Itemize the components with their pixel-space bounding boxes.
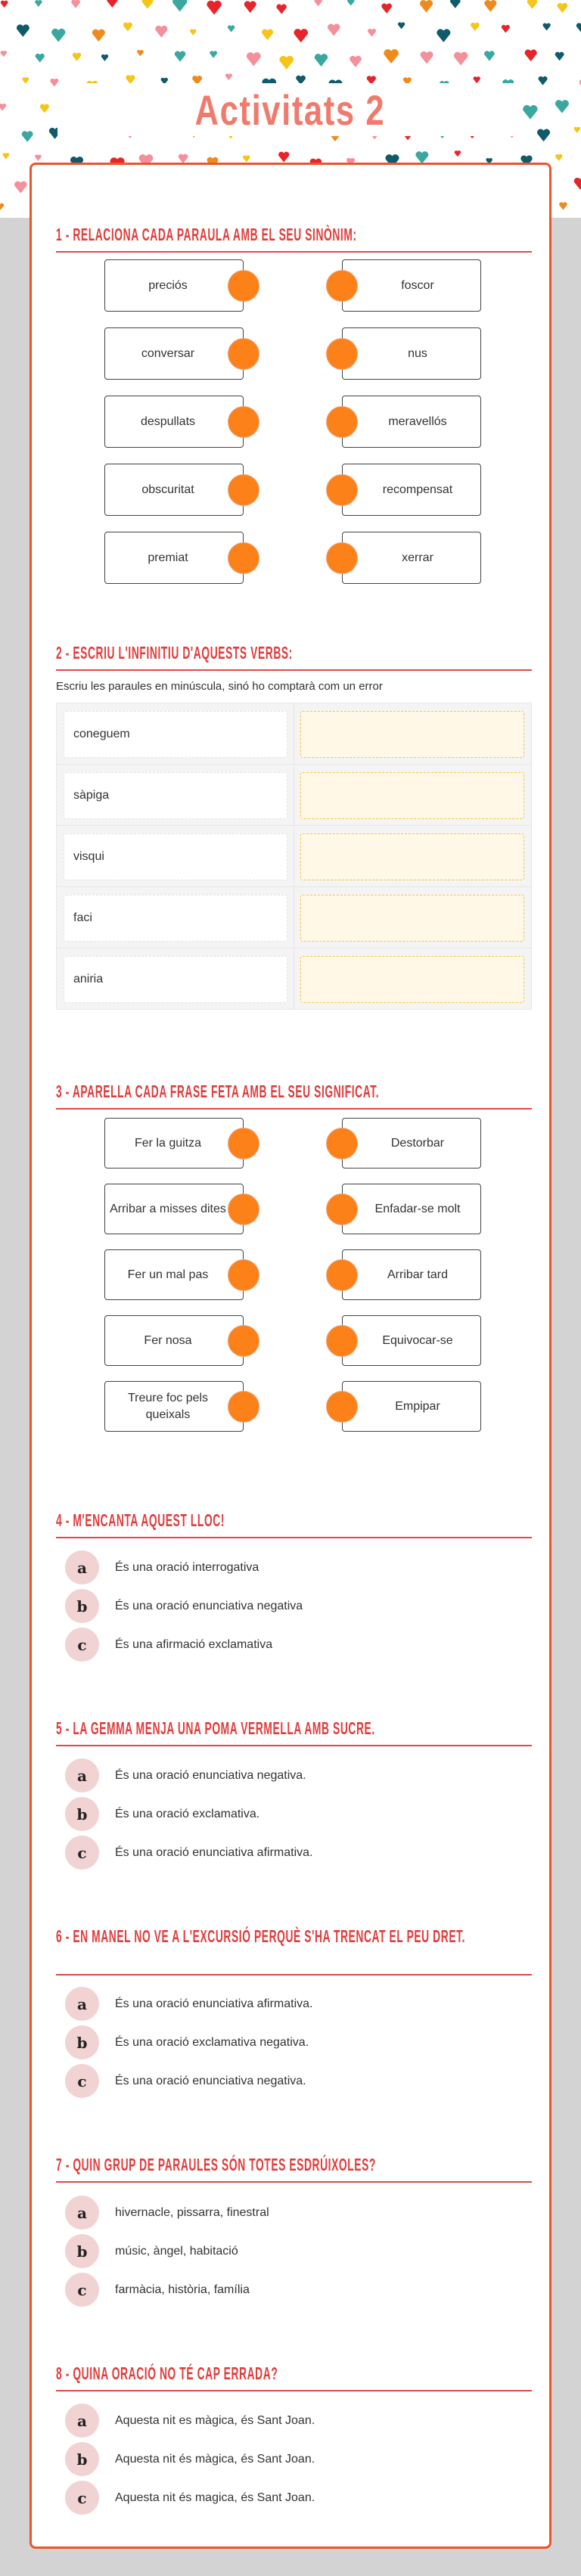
fill-in-table: [56, 703, 532, 1010]
heart-icon: [35, 154, 41, 160]
match-connector-right[interactable]: [326, 1391, 358, 1423]
heading-divider: [56, 2390, 532, 2391]
match-item-left[interactable]: [104, 464, 244, 516]
heart-icon: [328, 23, 340, 36]
match-connector-right[interactable]: [326, 1325, 358, 1357]
option-letter-badge: b: [65, 2234, 99, 2268]
answer-option-a[interactable]: [65, 2404, 315, 2438]
match-item-right[interactable]: [342, 464, 481, 516]
heart-icon: [398, 22, 405, 29]
heart-icon: [350, 56, 362, 67]
match-item-right[interactable]: [342, 259, 481, 312]
answer-option-b[interactable]: [65, 2442, 315, 2476]
heading-divider: [56, 251, 532, 253]
match-connector-right[interactable]: [326, 542, 358, 574]
heart-icon: [450, 0, 460, 8]
heart-icon: [40, 104, 49, 113]
match-item-label: premiat: [148, 551, 188, 564]
instruction-text: Escriu les paraules en minúscula, sinó ho comptarà com un error: [56, 680, 383, 693]
match-item-label: Fer nosa: [144, 1333, 192, 1347]
option-text: És una oració enunciativa negativa.: [115, 2074, 306, 2087]
title-banner: [57, 83, 523, 136]
option-letter-badge: a: [65, 1550, 99, 1584]
heart-icon: [539, 76, 548, 85]
match-item-left[interactable]: [104, 396, 244, 448]
match-connector-right[interactable]: [326, 338, 358, 370]
heart-icon: [225, 73, 232, 80]
heart-icon: [22, 77, 29, 83]
match-connector-left[interactable]: [228, 406, 259, 438]
match-connector-left[interactable]: [228, 1391, 259, 1423]
answer-option-b[interactable]: [65, 1589, 303, 1623]
match-connector-left[interactable]: [228, 1325, 259, 1357]
match-connector-right[interactable]: [326, 1128, 358, 1159]
option-letter-badge: b: [65, 2442, 99, 2476]
match-item-right[interactable]: [342, 1118, 481, 1169]
heart-icon: [558, 3, 567, 13]
option-text: És una afirmació exclamativa: [115, 1637, 273, 1651]
match-connector-left[interactable]: [228, 1259, 259, 1291]
option-letter-badge: c: [65, 2481, 99, 2515]
option-text: músic, àngel, habitació: [115, 2244, 238, 2258]
heart-icon: [525, 49, 537, 61]
heart-icon: [559, 202, 567, 209]
match-item-label: nus: [408, 346, 427, 360]
heart-icon: [294, 29, 308, 42]
match-item-label: Arribar a misses dites: [110, 1202, 226, 1215]
match-connector-right[interactable]: [326, 1193, 358, 1225]
heart-icon: [172, 0, 187, 11]
match-item-right[interactable]: [342, 396, 481, 448]
question-heading: 2 - ESCRIU L'INFINITIU D'AQUESTS VERBS:: [56, 643, 293, 663]
heart-icon: [247, 52, 261, 66]
heart-icon: [155, 26, 167, 38]
table-row: [57, 887, 531, 948]
question-heading: 6 - EN MANEL NO VE A L'EXCURSIÓ PERQUÈ S'HA TRENCAT EL PEU DRET.: [56, 1926, 466, 1946]
match-item-right[interactable]: [342, 1381, 481, 1432]
heart-icon: [421, 51, 433, 64]
question-heading: 5 - LA GEMMA MENJA UNA POMA VERMELLA AMB SUCRE.: [56, 1718, 375, 1738]
heart-icon: [137, 50, 144, 56]
option-text: És una oració enunciativa negativa: [115, 1599, 303, 1612]
heading-divider: [56, 1745, 532, 1746]
option-letter-badge: b: [65, 1589, 99, 1623]
option-text: hivernacle, pissarra, finestral: [115, 2205, 269, 2219]
activity-card: [30, 163, 551, 2549]
verb-word: sàpiga: [64, 772, 287, 819]
heart-icon: [22, 131, 33, 141]
match-item-right[interactable]: [342, 327, 481, 380]
match-item-label: xerrar: [402, 551, 433, 564]
heart-icon: [35, 0, 42, 7]
match-item-label: Empipar: [395, 1399, 440, 1413]
match-connector-left[interactable]: [228, 1128, 259, 1159]
answer-option-a[interactable]: [65, 1758, 306, 1792]
match-item-left[interactable]: [104, 1118, 244, 1169]
heart-icon: [276, 4, 286, 14]
heart-icon: [347, 0, 354, 6]
heart-icon: [244, 1, 256, 13]
heart-icon: [502, 25, 510, 33]
match-item-right[interactable]: [342, 532, 481, 584]
heart-icon: [71, 0, 80, 8]
heart-icon: [574, 127, 580, 133]
option-text: Aquesta nit és màgica, és Sant Joan.: [115, 2452, 315, 2466]
answer-input[interactable]: [300, 772, 524, 819]
option-letter-badge: b: [65, 1797, 99, 1831]
match-connector-left[interactable]: [228, 338, 259, 370]
option-text: És una oració exclamativa.: [115, 1807, 260, 1820]
match-item-label: preciós: [148, 278, 188, 292]
heart-icon: [574, 178, 581, 190]
heart-icon: [527, 0, 537, 9]
question-heading: 3 - APARELLA CADA FRASE FETA AMB EL SEU SIGNIFICAT.: [56, 1082, 380, 1101]
option-text: farmàcia, història, família: [115, 2283, 250, 2296]
heart-icon: [543, 23, 551, 31]
heart-icon: [454, 52, 468, 66]
match-item-label: conversar: [141, 346, 195, 360]
heart-icon: [384, 49, 399, 64]
heart-icon: [1, 51, 7, 57]
answer-option-c[interactable]: [65, 1836, 312, 1870]
answer-option-c[interactable]: [65, 2481, 315, 2515]
question-heading: 1 - RELACIONA CADA PARAULA AMB EL SEU SINÒNIM:: [56, 225, 357, 244]
match-item-label: meravellós: [388, 414, 447, 428]
heart-icon: [437, 29, 450, 42]
heading-divider: [56, 1537, 532, 1538]
option-text: És una oració enunciativa negativa.: [115, 1768, 306, 1782]
match-item-right[interactable]: [342, 1184, 481, 1234]
heart-icon: [1, 1, 8, 8]
heart-icon: [455, 151, 461, 157]
option-letter-badge: c: [65, 1628, 99, 1662]
match-item-label: Treure foc pels queixals: [127, 1391, 209, 1421]
answer-option-c[interactable]: [65, 2273, 250, 2307]
match-connector-left[interactable]: [228, 270, 259, 302]
heart-icon: [14, 182, 26, 194]
heart-icon: [484, 51, 495, 61]
heart-icon: [190, 29, 196, 36]
heart-icon: [142, 0, 154, 9]
heart-icon: [315, 0, 322, 6]
heart-icon: [484, 0, 496, 12]
verb-word: coneguem: [64, 711, 287, 758]
match-item-label: recompensat: [382, 483, 453, 496]
heading-divider: [56, 1108, 532, 1110]
match-connector-right[interactable]: [326, 406, 358, 438]
answer-option-b[interactable]: [65, 2234, 238, 2268]
verb-word: visqui: [64, 833, 287, 880]
match-item-left[interactable]: [104, 1249, 244, 1300]
match-item-left[interactable]: [104, 1184, 244, 1234]
match-item-label: despullats: [140, 414, 196, 428]
option-letter-badge: a: [65, 1758, 99, 1792]
match-item-left[interactable]: [104, 1381, 244, 1432]
answer-option-a[interactable]: [65, 2196, 269, 2230]
heart-icon: [36, 54, 45, 63]
heart-icon: [101, 54, 108, 61]
match-item-left[interactable]: [104, 1315, 244, 1366]
match-item-left[interactable]: [104, 327, 244, 380]
match-item-right[interactable]: [342, 1315, 481, 1366]
heart-icon: [279, 56, 294, 70]
heart-icon: [175, 51, 186, 61]
answer-option-b[interactable]: [65, 2025, 309, 2059]
match-item-label: Enfadar-se molt: [374, 1202, 461, 1215]
page-title: Activitats 2: [194, 85, 386, 134]
match-item-left[interactable]: [104, 259, 244, 312]
heart-icon: [51, 29, 65, 42]
heart-icon: [368, 29, 376, 37]
verb-word: faci: [64, 895, 287, 942]
heart-icon: [555, 52, 564, 61]
heart-icon: [523, 105, 537, 119]
option-text: És una oració enunciativa afirmativa.: [115, 1845, 313, 1859]
heart-icon: [576, 23, 581, 33]
heart-icon: [555, 154, 562, 161]
answer-option-a[interactable]: [65, 1987, 312, 2021]
answer-input[interactable]: [300, 833, 524, 880]
heart-icon: [471, 23, 480, 31]
question-heading: 8 - QUINA ORACIÓ NO TÉ CAP ERRADA?: [56, 2363, 278, 2383]
heart-icon: [0, 203, 4, 210]
heart-icon: [210, 51, 217, 57]
heart-icon: [228, 26, 235, 33]
answer-input[interactable]: [300, 895, 524, 942]
heart-icon: [243, 155, 250, 162]
heart-icon: [381, 3, 392, 13]
table-row: [57, 703, 531, 765]
option-text: Aquesta nit es màgica, és Sant Joan.: [115, 2413, 315, 2427]
answer-input[interactable]: [300, 711, 524, 758]
option-letter-badge: a: [65, 2196, 99, 2230]
match-connector-left[interactable]: [228, 542, 259, 574]
match-item-label: obscuritat: [141, 483, 194, 496]
match-connector-right[interactable]: [326, 1259, 358, 1291]
match-item-label: Fer un mal pas: [127, 1268, 209, 1281]
heart-icon: [207, 1, 221, 15]
match-item-label: Fer la guitza: [134, 1136, 202, 1150]
option-text: És una oració enunciativa afirmativa.: [115, 1997, 313, 2010]
match-item-label: Arribar tard: [387, 1268, 449, 1281]
match-connector-right[interactable]: [326, 474, 358, 506]
option-letter-badge: a: [65, 1987, 99, 2021]
match-connector-left[interactable]: [228, 474, 259, 506]
option-letter-badge: c: [65, 1836, 99, 1870]
option-text: És una oració exclamativa negativa.: [115, 2035, 309, 2049]
match-item-label: Equivocar-se: [382, 1333, 453, 1347]
heart-icon: [92, 29, 105, 42]
match-connector-right[interactable]: [326, 270, 358, 302]
verb-word: aniria: [64, 956, 287, 1003]
answer-option-c[interactable]: [65, 1628, 272, 1662]
answer-option-c[interactable]: [65, 2064, 306, 2098]
option-letter-badge: a: [65, 2404, 99, 2438]
heart-icon: [123, 23, 132, 32]
answer-input[interactable]: [300, 956, 524, 1003]
table-row: [57, 948, 531, 1010]
heading-divider: [56, 2181, 532, 2183]
table-row: [57, 826, 531, 887]
option-letter-badge: c: [65, 2273, 99, 2307]
heart-icon: [73, 53, 81, 61]
answer-option-a[interactable]: [65, 1550, 259, 1584]
heart-icon: [420, 0, 433, 13]
heart-icon: [537, 129, 550, 142]
match-connector-left[interactable]: [228, 1193, 259, 1225]
heading-divider: [56, 669, 532, 671]
answer-option-b[interactable]: [65, 1797, 259, 1831]
heart-icon: [107, 0, 117, 8]
heart-icon: [262, 29, 273, 40]
option-letter-badge: b: [65, 2025, 99, 2059]
match-item-left[interactable]: [104, 532, 244, 584]
question-heading: 4 - M'ENCANTA AQUEST LLOC!: [56, 1510, 225, 1530]
heading-divider: [56, 1974, 532, 1975]
match-item-label: Destorbar: [390, 1136, 445, 1150]
heart-icon: [474, 76, 480, 83]
option-text: És una oració interrogativa: [115, 1560, 259, 1574]
heart-icon: [17, 24, 30, 36]
heart-icon: [555, 100, 569, 113]
heart-icon: [278, 152, 289, 163]
heart-icon: [0, 104, 6, 111]
heart-icon: [315, 54, 328, 67]
question-heading: 7 - QUIN GRUP DE PARAULES SÓN TOTES ESDRÚIXOLES?: [56, 2155, 376, 2174]
option-letter-badge: c: [65, 2064, 99, 2098]
heart-icon: [3, 153, 10, 159]
option-text: Aquesta nit és magica, és Sant Joan.: [115, 2491, 315, 2504]
match-item-right[interactable]: [342, 1249, 481, 1300]
table-row: [57, 765, 531, 826]
match-item-label: foscor: [401, 278, 434, 292]
